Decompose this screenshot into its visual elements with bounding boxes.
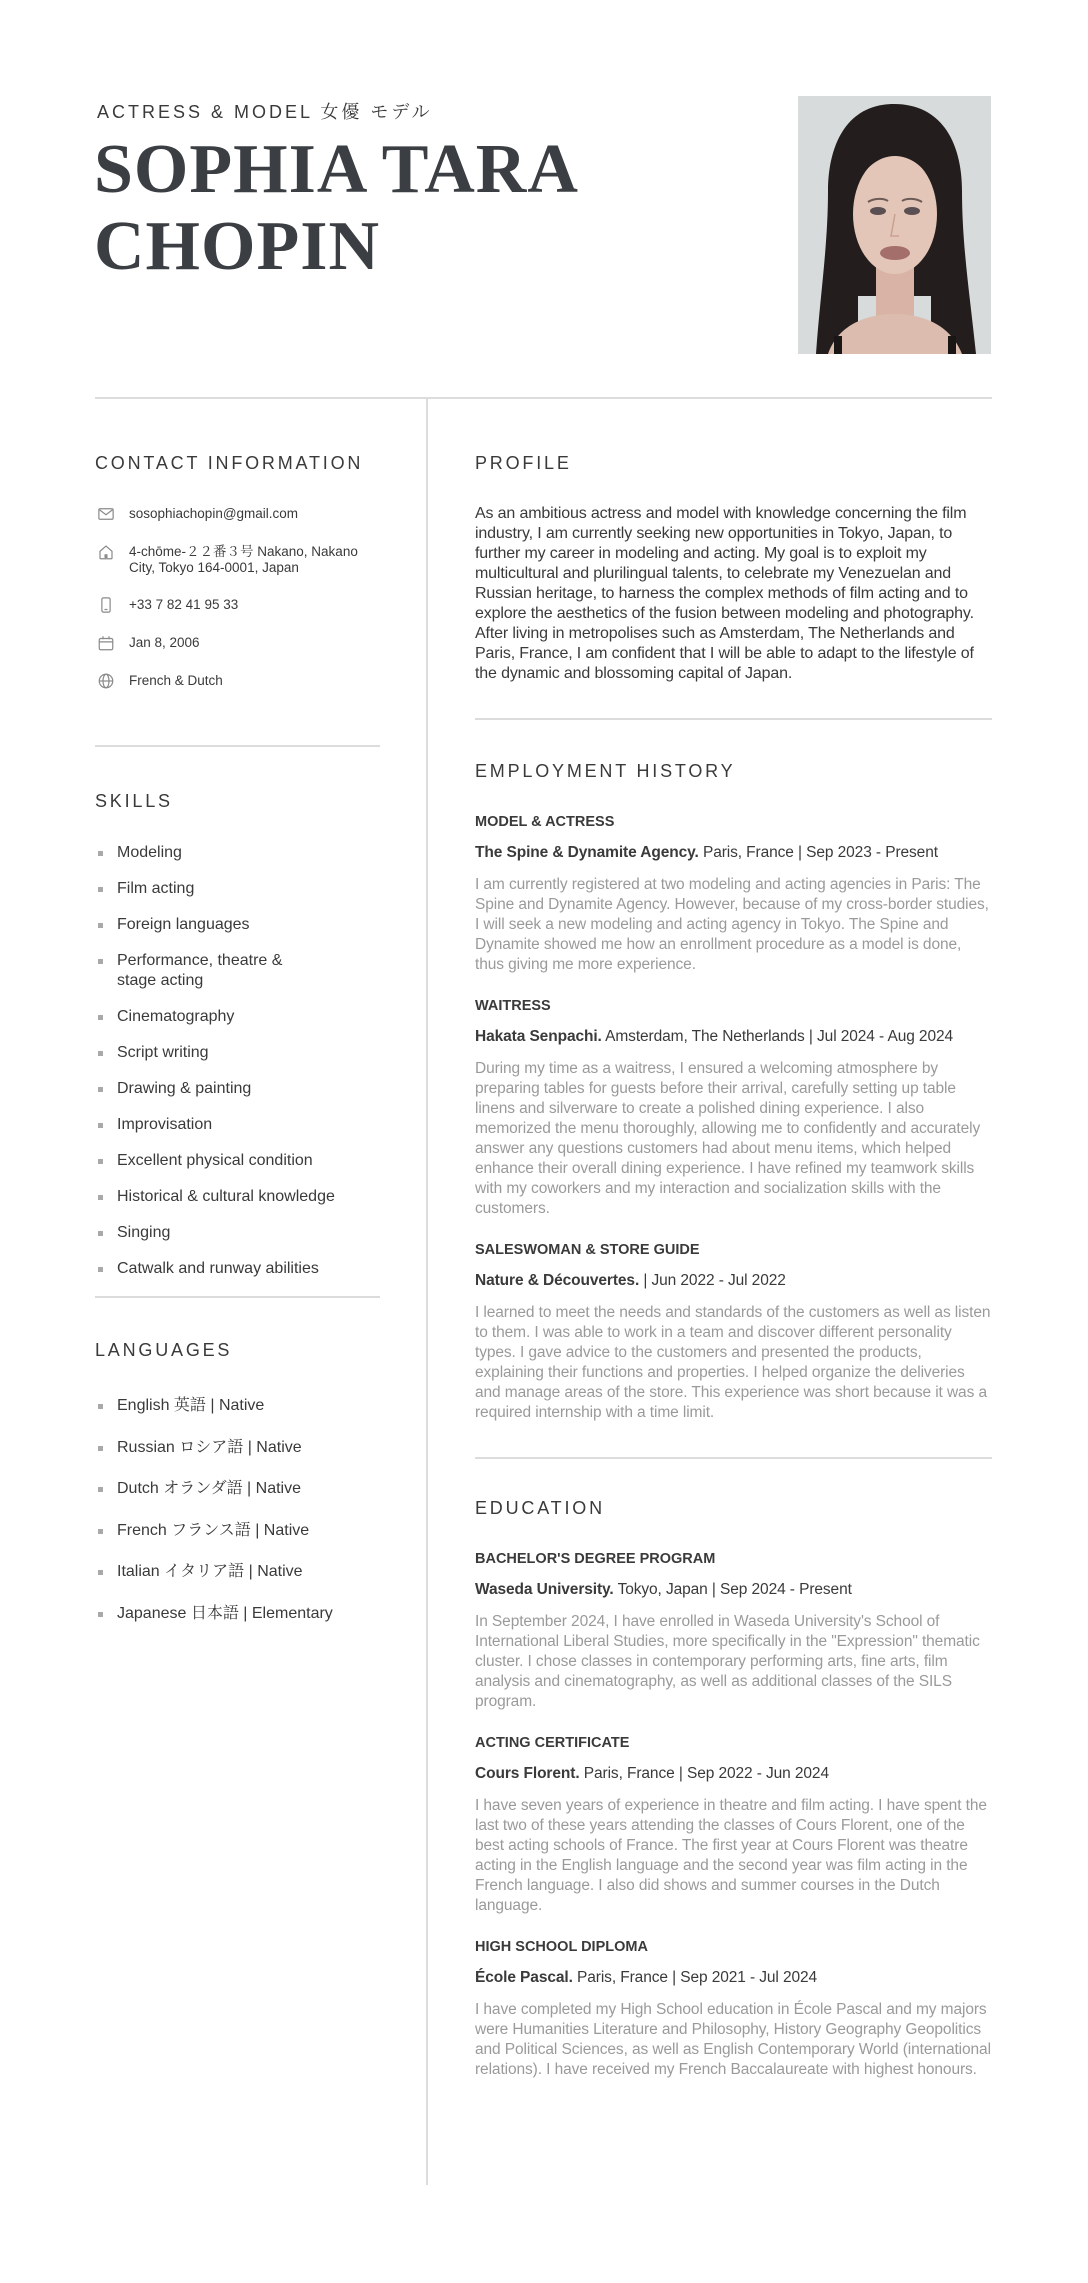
- education-section: [475, 1496, 992, 2080]
- language-label: Dutch オランダ語 | Native: [117, 1480, 302, 1497]
- address-text: 4-chōme-２２番３号 Nakano, Nakano City, Tokyo 164-0001, Japan: [129, 544, 358, 575]
- employment-entry: [475, 812, 992, 975]
- mail-icon: [97, 505, 115, 523]
- education-heading: EDUCATION: [475, 1498, 605, 1518]
- contact-list: [95, 506, 380, 690]
- square-bullet-icon: [98, 1195, 103, 1200]
- right-column: [475, 399, 992, 2114]
- school-name: École Pascal.: [475, 1969, 573, 1986]
- calendar-icon: [97, 634, 115, 652]
- contact-email[interactable]: [95, 506, 380, 523]
- skill-item: [95, 915, 380, 935]
- skill-item: [95, 1187, 380, 1207]
- name-line-1: SOPHIA TARA: [94, 131, 579, 208]
- job-location-dates: Amsterdam, The Netherlands | Jul 2024 - Aug 2024: [605, 1028, 954, 1045]
- left-column: [95, 399, 380, 1645]
- square-bullet-icon: [98, 1570, 103, 1575]
- languages-heading: LANGUAGES: [95, 1340, 233, 1360]
- skill-label: Singing: [117, 1224, 171, 1241]
- job-title: WAITRESS: [475, 998, 551, 1014]
- language-label: Italian イタリア語 | Native: [117, 1563, 303, 1580]
- job-description: I am currently registered at two modeling and acting agencies in Paris: The Spine and Dynamite Agency. However, because of my cross-border studies, I will seek a new modeling and acting agency in Tokyo. The Spine and Dynamite showed me how an enrollment procedure as a model is done, thus giving me more experience.: [475, 876, 989, 973]
- contact-heading: CONTACT INFORMATION: [95, 453, 364, 473]
- language-item: [95, 1396, 380, 1416]
- employer-name: The Spine & Dynamite Agency.: [475, 844, 699, 861]
- square-bullet-icon: [98, 1159, 103, 1164]
- skill-item: [95, 1043, 380, 1063]
- skill-label: Excellent physical condition: [117, 1152, 313, 1169]
- skill-label: Script writing: [117, 1044, 209, 1061]
- job-location-dates: Paris, France | Sep 2023 - Present: [702, 844, 938, 861]
- skills-heading: SKILLS: [95, 791, 173, 811]
- skill-label: Improvisation: [117, 1116, 213, 1133]
- job-description: During my time as a waitress, I ensured a welcoming atmosphere by preparing tables for guests before their arrival, carefully setting up table linens and silverware to create a polished dining experience. I also memorized the menu thoroughly, allowing me to confidently and accurately answer any questions customers had about menu items, which helped enhance their overall dining experience. I have refined my teamwork skills with my coworkers and my interaction and socialization skills with the customers.: [475, 1060, 981, 1217]
- employment-heading: EMPLOYMENT HISTORY: [475, 761, 736, 781]
- home-icon: [97, 543, 115, 561]
- degree-description: In September 2024, I have enrolled in Waseda University's School of International Liberal Studies, more specifically in the "Expression" thematic cluster. I chose classes in contemporary performing arts, fine arts, film analysis and cinematography, as well as additional classes of the SILS program.: [475, 1613, 980, 1710]
- degree-title: ACTING CERTIFICATE: [475, 1735, 630, 1751]
- school-location-dates: Tokyo, Japan | Sep 2024 - Present: [617, 1581, 852, 1598]
- language-label: Japanese 日本語 | Elementary: [117, 1604, 333, 1622]
- square-bullet-icon: [98, 1446, 103, 1451]
- education-entry: [475, 1733, 992, 1916]
- degree-title: BACHELOR'S DEGREE PROGRAM: [475, 1551, 716, 1567]
- employment-section: [475, 759, 992, 1423]
- skill-item: [95, 1259, 380, 1279]
- language-item: [95, 1562, 380, 1582]
- employment-entry: [475, 996, 992, 1219]
- education-entry: [475, 1937, 992, 2080]
- language-label: English 英語 | Native: [117, 1397, 265, 1414]
- skill-item: [95, 1151, 380, 1171]
- section-divider: [475, 1457, 992, 1459]
- job-meta: [475, 1027, 992, 1047]
- degree-meta: [475, 1764, 992, 1784]
- job-location-dates: | Jun 2022 - Jul 2022: [643, 1272, 786, 1289]
- square-bullet-icon: [98, 1051, 103, 1056]
- skill-label: Performance, theatre & stage acting: [117, 952, 283, 989]
- globe-icon: [97, 672, 115, 690]
- profile-summary: As an ambitious actress and model with knowledge concerning the film industry, I am currently seeking new opportunities in Tokyo, Japan, to further my career in modeling and acting. My goal is to exploit my multicultural and plurilingual talents, to celebrate my Venezuelan and Russian heritage, to harness the complex methods of film acting and to explore the aesthetics of the fusion between modeling and photography. After living in metropolises such as Amsterdam, The Netherlands and Paris, France, I am confident that I will be able to adapt to the lifestyle of the dynamic and blossoming capital of Japan.: [475, 505, 974, 682]
- language-item: [95, 1521, 380, 1541]
- skill-label: Foreign languages: [117, 916, 250, 933]
- languages-list: [95, 1396, 380, 1624]
- language-item: [95, 1438, 380, 1458]
- degree-description: I have completed my High School education in École Pascal and my majors were Humanities Literature and Philosophy, History Geography Geopolitics and Political Sciences, as well as English Contemporary World (international relations). I have received my French Baccalaureate with highest honours.: [475, 2001, 991, 2078]
- section-divider: [475, 718, 992, 720]
- section-divider: [95, 745, 380, 747]
- square-bullet-icon: [98, 1487, 103, 1492]
- square-bullet-icon: [98, 1267, 103, 1272]
- language-label: French フランス語 | Native: [117, 1521, 310, 1539]
- school-name: Cours Florent.: [475, 1765, 580, 1782]
- degree-title: HIGH SCHOOL DIPLOMA: [475, 1939, 648, 1955]
- job-description: I learned to meet the needs and standards of the customers as well as listen to them. I was able to work in a team and discover different personality types. I gave advice to the customers and presented the products, explaining their functions and properties. I helped organize the deliveries and manage areas of the store. This experience was short because it was a required internship with a time limit.: [475, 1304, 991, 1421]
- phone-text: +33 7 82 41 95 33: [129, 597, 239, 612]
- column-divider: [426, 398, 428, 2185]
- phone-icon: [97, 596, 115, 614]
- profile-heading: PROFILE: [475, 453, 572, 473]
- skill-item: [95, 1079, 380, 1099]
- skills-list: [95, 843, 380, 1279]
- skill-item: [95, 951, 380, 991]
- square-bullet-icon: [98, 1231, 103, 1236]
- square-bullet-icon: [98, 1015, 103, 1020]
- skill-item: [95, 1115, 380, 1135]
- skill-item: [95, 879, 380, 899]
- birthdate-text: Jan 8, 2006: [129, 635, 200, 650]
- job-title: SALESWOMAN & STORE GUIDE: [475, 1242, 700, 1258]
- skill-item: [95, 1223, 380, 1243]
- employer-name: Hakata Senpachi.: [475, 1028, 602, 1045]
- portrait-image: [798, 96, 991, 354]
- square-bullet-icon: [98, 1087, 103, 1092]
- full-name: [94, 131, 579, 285]
- skill-item: [95, 1007, 380, 1027]
- contact-birthdate: [95, 635, 380, 652]
- square-bullet-icon: [98, 1404, 103, 1409]
- skill-label: Cinematography: [117, 1008, 235, 1025]
- language-label: Russian ロシア語 | Native: [117, 1438, 302, 1456]
- degree-meta: [475, 1968, 992, 1988]
- language-item: [95, 1479, 380, 1499]
- job-title: MODEL & ACTRESS: [475, 814, 615, 830]
- contact-address: [95, 544, 380, 576]
- contact-section: [95, 451, 380, 690]
- skill-label: Film acting: [117, 880, 195, 897]
- employment-entry: [475, 1240, 992, 1423]
- square-bullet-icon: [98, 959, 103, 964]
- skill-item: [95, 843, 380, 863]
- square-bullet-icon: [98, 1123, 103, 1128]
- skill-label: Catwalk and runway abilities: [117, 1260, 319, 1277]
- job-subtitle: ACTRESS & MODEL 女優 モデル: [97, 102, 433, 122]
- languages-section: [95, 1338, 380, 1624]
- job-meta: [475, 1271, 992, 1291]
- profile-section: [475, 451, 992, 684]
- skill-label: Historical & cultural knowledge: [117, 1188, 335, 1205]
- degree-meta: [475, 1580, 992, 1600]
- name-line-2: CHOPIN: [94, 208, 380, 285]
- skill-label: Modeling: [117, 844, 182, 861]
- square-bullet-icon: [98, 923, 103, 928]
- education-entry: [475, 1549, 992, 1712]
- contact-nationality: [95, 673, 380, 690]
- section-divider: [95, 1296, 380, 1298]
- nationality-text: French & Dutch: [129, 673, 223, 688]
- square-bullet-icon: [98, 851, 103, 856]
- square-bullet-icon: [98, 1612, 103, 1617]
- school-name: Waseda University.: [475, 1581, 614, 1598]
- square-bullet-icon: [98, 887, 103, 892]
- employer-name: Nature & Découvertes.: [475, 1272, 640, 1289]
- profile-photo: [798, 96, 991, 354]
- degree-description: I have seven years of experience in theatre and film acting. I have spent the last two of these years attending the classes of Cours Florent, one of the best acting schools of France. The first year at Cours Florent was theatre acting in the English language and the second year was film acting in the French language. I also did shows and summer courses in the Dutch language.: [475, 1797, 987, 1914]
- school-location-dates: Paris, France | Sep 2022 - Jun 2024: [583, 1765, 829, 1782]
- language-item: [95, 1604, 380, 1624]
- email-text[interactable]: sosophiachopin@gmail.com: [129, 506, 299, 521]
- skill-label: Drawing & painting: [117, 1080, 252, 1097]
- square-bullet-icon: [98, 1529, 103, 1534]
- skills-section: [95, 789, 380, 1279]
- contact-phone: [95, 597, 380, 614]
- job-meta: [475, 843, 992, 863]
- school-location-dates: Paris, France | Sep 2021 - Jul 2024: [577, 1969, 818, 1986]
